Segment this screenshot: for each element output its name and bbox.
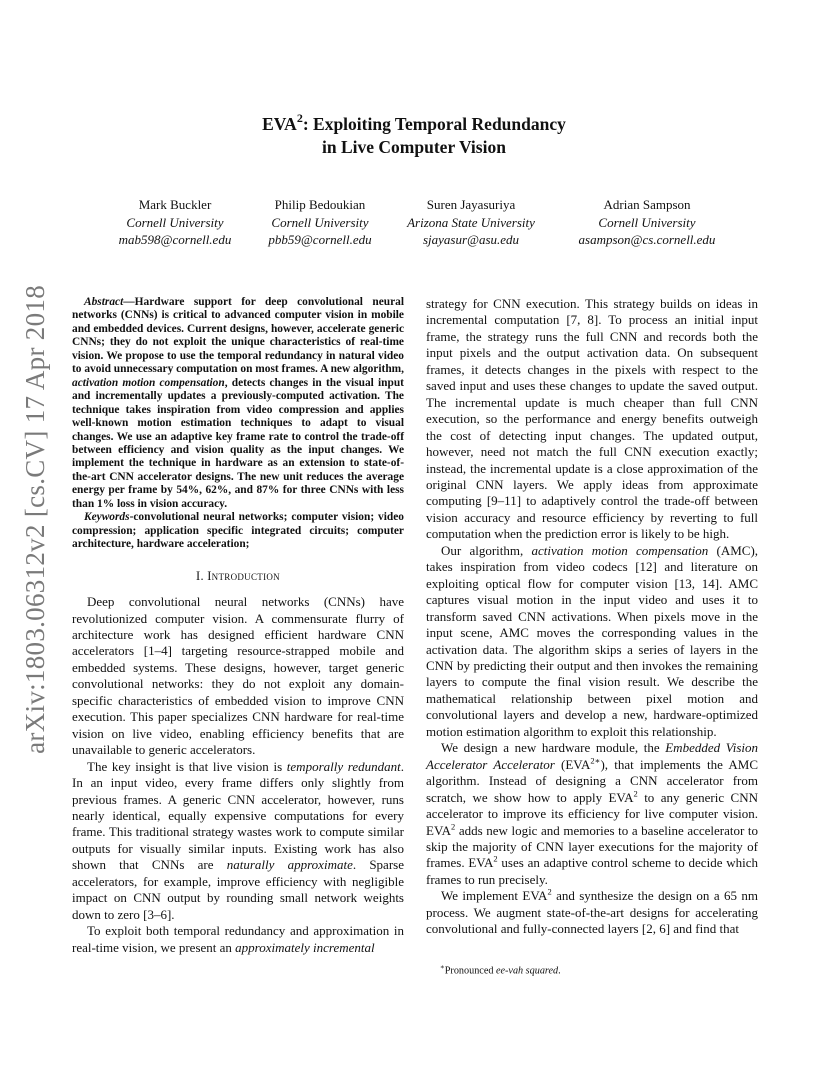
emphasis-temporally-redundant: temporally redundant xyxy=(286,758,401,774)
title-line-1 xyxy=(0,108,828,136)
right-paragraph-2 xyxy=(426,543,758,740)
keywords-label: Keywords xyxy=(84,511,130,524)
superscript: 2 xyxy=(547,886,552,897)
title-eva: EVA xyxy=(262,113,297,134)
title-superscript: 2 xyxy=(296,111,303,125)
text-run: We implement EVA xyxy=(441,888,548,904)
author-3 xyxy=(386,196,556,249)
author-email: mab598@cornell.edu xyxy=(118,232,232,247)
author-affiliation: Cornell University xyxy=(126,214,224,230)
text-run: . In an input video, every frame differs only slightly from previous frames. A generic CNN accelerator, however, runs nearly identical, equally expensive computations for every frame. This traditional strategy wastes work to compute similar outputs for visually similar inputs. Existing work has also shown that CNNs are xyxy=(72,758,404,873)
superscript: 2 xyxy=(493,854,498,865)
superscript: 2 xyxy=(633,788,638,799)
abstract-amc: activation motion compensation xyxy=(72,376,225,389)
text-run: to any generic CNN accelerator to improve its efficiency for live computer vision. EVA xyxy=(426,789,758,838)
title-line-1-rest: : Exploiting Temporal Redundancy xyxy=(302,113,566,134)
author-email: pbb59@cornell.edu xyxy=(268,232,372,247)
text-run: Our algorithm, xyxy=(441,542,532,558)
intro-paragraph-3 xyxy=(72,923,404,956)
emphasis-eva-name: Embedded Vision Accelerator Accelerator xyxy=(426,740,758,772)
author-name: Mark Buckler xyxy=(138,197,212,212)
abstract-text-2: , detects changes in the visual input and incrementally updates a previously-computed activation. The technique takes inspiration from video compression and applies well-known motion estimation techniques to adapt to visual changes. We use an adaptive key frame rate to control the trade-off between efficiency and vision quality as the input changes. We implement the technique in hardware as an extension to state-of-the-art CNN accelerator designs. The new unit reduces the average energy per frame by 54%, 62%, and 87% for three CNNs with less than 1% loss in vision accuracy. xyxy=(72,376,404,510)
text-run: The key insight is that live vision is xyxy=(87,758,287,774)
author-2 xyxy=(235,196,405,249)
footnote-emphasis: ee-vah squared xyxy=(495,965,559,977)
text-run: ), that implements the AMC algorithm. Instead of designing a CNN accelerator from scratch, we show how to apply EVA xyxy=(426,756,759,805)
intro-paragraph-2 xyxy=(72,759,404,924)
text-run: (EVA xyxy=(554,756,591,772)
emphasis-approximately-incremental: approximately incremental xyxy=(235,939,375,955)
section-number: I. xyxy=(196,568,208,583)
author-name: Philip Bedoukian xyxy=(274,197,366,212)
keywords-text: -convolutional neural networks; computer vision; video compression; application specific integrated circuits; computer architecture, hardware acceleration; xyxy=(72,511,404,551)
author-name: Adrian Sampson xyxy=(603,197,691,212)
author-affiliation: Arizona State University xyxy=(407,214,535,230)
intro-paragraph-1: Deep convolutional neural networks (CNNs) have revolutionized computer vision. A commensurate flurry of architecture work has designed efficient hardware CNN accelerators [1–4] targeting resource-strapped mobile and embedded systems. These designs, however, target generic convolutional networks: they do not exploit any domain-specific characteristics of embedded vision to improve CNN execution. This paper specializes CNN hardware for real-time vision on live video, enabling efficiency benefits that are unavailable to generic accelerators. xyxy=(72,594,404,758)
text-run: (AMC), takes inspiration from video codecs [12] and literature on exploiting optical flow for computer vision [13, 14]. AMC captures visual motion in the input video and uses it to transform saved CNN activations. When pixels move in the input scene, AMC moves the corresponding values in the activation data. The algorithm skips a series of layers in the CNN by predicting their output and then invokes the remaining layers to compute the final vision result. We describe the mathematical relationship between pixel motion and convolutional layers and develop a new, hardware-optimized motion estimation algorithm to exploit this relationship. xyxy=(426,542,759,739)
section-heading xyxy=(72,568,404,584)
superscript: 2 xyxy=(451,821,456,832)
keywords-paragraph xyxy=(72,511,404,551)
left-column xyxy=(72,296,404,956)
section-title: Introduction xyxy=(207,568,280,583)
footnote-mark: ∗ xyxy=(440,963,445,971)
right-column xyxy=(426,296,758,938)
footnote-end: . xyxy=(558,965,561,977)
emphasis-amc: activation motion compensation xyxy=(531,542,709,558)
right-paragraph-4 xyxy=(426,888,758,937)
text-run: adds new logic and memories to a baseline accelerator to skip the majority of CNN layer executions for the majority of frames. EVA xyxy=(426,822,758,871)
right-paragraph-1: strategy for CNN execution. This strategy builds on ideas in incremental computation [7, 8]. To process an initial input frame, the strategy runs the full CNN and records both the input pixels and the output activation data. On subsequent frames, it detects changes in the pixels with respect to the saved input and uses these changes to update the saved output. The incremental update is much cheaper than full CNN execution, so the performance and energy benefits outweigh the cost of detecting input changes. The updated output, however, need not match the full CNN execution exactly; instead, the incremental update is a close approximation of the original CNN layers. We apply ideas from approximate computing [9–11] to adaptively control the trade-off between vision accuracy and resource efficiency by reverting to full computation when the prediction error is likely to be high. xyxy=(426,296,758,542)
arxiv-stamp: arXiv:1803.06312v2 [cs.CV] 17 Apr 2018 xyxy=(20,285,50,754)
title-line-2: in Live Computer Vision xyxy=(322,136,506,157)
abstract-text-1: —Hardware support for deep convolutional neural networks (CNNs) is critical to advanced computer vision in mobile and embedded devices. Current designs, however, accelerate generic CNNs; they do not exploit the unique characteristics of real-time vision. We propose to use the temporal redundancy in natural video to avoid unnecessary computation on most frames. A new algorithm, xyxy=(72,296,404,376)
text-run: We design a new hardware module, the xyxy=(441,740,666,756)
text-run: . Sparse accelerators, for example, improve efficiency with negligible impact on CNN output by rounding small network weights down to zero [3–6]. xyxy=(72,857,404,922)
abstract xyxy=(72,296,404,552)
right-paragraph-3 xyxy=(426,740,758,888)
text-run: and synthesize the design on a 65 nm process. We augment state-of-the-art designs for accelerating convolutional and fully-connected layers [2, 6] and find that xyxy=(426,888,758,937)
text-run: uses an adaptive control scheme to decide which frames to run precisely. xyxy=(426,855,758,887)
abstract-paragraph xyxy=(72,296,404,511)
text-run: To exploit both temporal redundancy and approximation in real-time vision, we present an xyxy=(72,923,404,955)
footnote xyxy=(440,961,561,977)
footnote-text: Pronounced xyxy=(444,965,496,977)
author-affiliation: Cornell University xyxy=(271,214,369,230)
author-name: Suren Jayasuriya xyxy=(426,197,516,212)
superscript: 2∗ xyxy=(590,755,601,766)
author-email: sjayasur@asu.edu xyxy=(422,232,520,247)
author-email: asampson@cs.cornell.edu xyxy=(578,232,716,247)
abstract-label: Abstract xyxy=(84,296,124,308)
paper-title xyxy=(0,108,828,159)
author-affiliation: Cornell University xyxy=(598,214,696,230)
emphasis-naturally-approximate: naturally approximate xyxy=(226,857,353,873)
author-4 xyxy=(562,196,732,249)
